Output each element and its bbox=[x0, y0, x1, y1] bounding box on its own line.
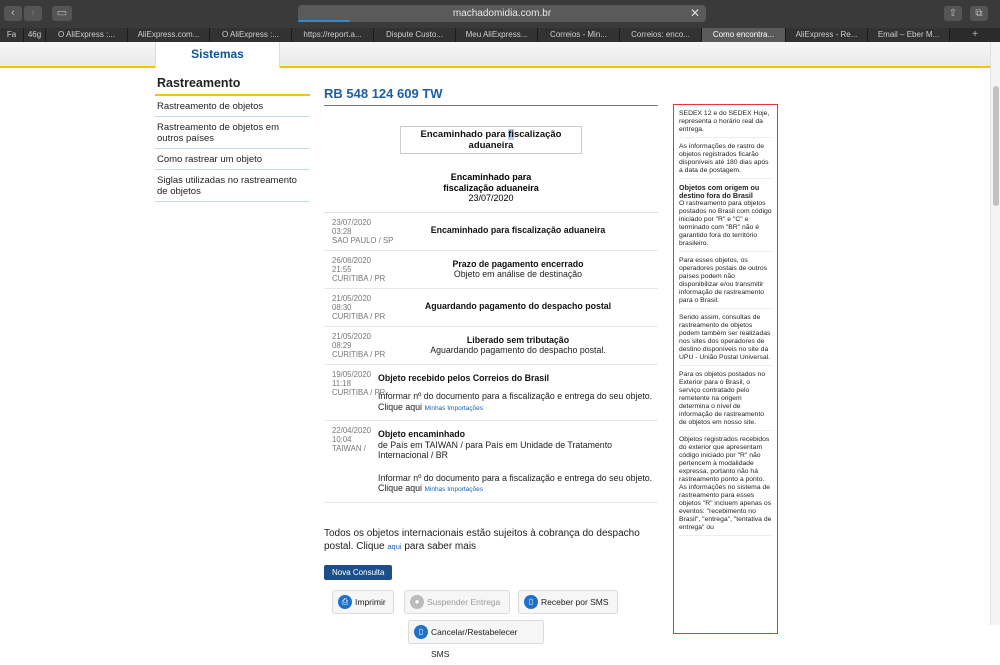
address-bar[interactable] bbox=[298, 5, 706, 22]
print-label: Imprimir bbox=[355, 596, 386, 607]
info-paragraph: As informações de rastro de objetos registrados ficarão disponíveis até 180 dias após a data de postagem. bbox=[679, 143, 772, 179]
event-place: CURITIBA / PR bbox=[332, 273, 386, 283]
back-button[interactable]: ‹ bbox=[4, 6, 22, 21]
new-query-button[interactable]: Nova Consulta bbox=[324, 565, 392, 580]
action-buttons bbox=[324, 590, 658, 659]
tab-strip bbox=[0, 28, 1000, 42]
show-tabs-icon[interactable]: ⧉ bbox=[970, 6, 988, 21]
info-paragraph: Sendo assim, consultas de rastreamento de objetos podem também ser realizadas nos sites dos operadores de destino disponíveis no site da UPU - União Postal Universal. bbox=[679, 314, 772, 366]
event-description bbox=[378, 225, 658, 236]
info-heading: Objetos com origem ou destino fora do Brasil bbox=[679, 183, 760, 200]
sidebar-item-acronyms[interactable]: Siglas utilizadas no rastreamento de objetos bbox=[155, 170, 310, 202]
summary-line2: fiscalização aduaneira bbox=[443, 182, 539, 193]
event-meta bbox=[332, 426, 394, 453]
event-place: CURITIBA / PR bbox=[332, 349, 386, 359]
forward-button[interactable]: › bbox=[24, 6, 42, 21]
event-status: Objeto recebido pelos Correios do Brasil bbox=[378, 372, 550, 383]
my-imports-link[interactable]: Minhas Importações bbox=[424, 404, 483, 412]
tracking-event-row bbox=[324, 421, 658, 503]
browser-tab[interactable]: Email – Eber M... bbox=[868, 28, 950, 42]
site-header-band bbox=[0, 42, 990, 68]
event-description bbox=[378, 335, 658, 356]
notice-link[interactable]: aqui bbox=[387, 541, 402, 551]
tracking-event-row bbox=[324, 213, 658, 251]
browser-tab[interactable]: Dispute Custo... bbox=[374, 28, 456, 42]
browser-tab[interactable]: Fa bbox=[0, 28, 24, 42]
print-button[interactable] bbox=[332, 590, 394, 614]
current-status-box bbox=[400, 126, 582, 154]
event-description bbox=[378, 301, 658, 312]
browser-tab[interactable]: AliExpress.com... bbox=[128, 28, 210, 42]
browser-tab[interactable]: 46g bbox=[24, 28, 46, 42]
browser-tab[interactable]: Meu AliExpress... bbox=[456, 28, 538, 42]
sms-label: Receber por SMS bbox=[541, 596, 609, 607]
info-paragraph: O rastreamento para objetos postados no Brasil com código iniciado por "R" e "C" e terminado com "BR" não é garantido fora do território brasileiro. bbox=[679, 200, 772, 252]
current-status-text-post: scalização aduaneira bbox=[468, 129, 562, 151]
phone-icon: ▯ bbox=[414, 625, 428, 639]
info-paragraph: Para esses objetos, os operadores postais de outros países podem não disponibilizar e/ou transmitir informação de rastreamento para o Brasil. bbox=[679, 257, 772, 309]
address-url: machadomidia.com.br bbox=[452, 8, 552, 19]
info-panel bbox=[673, 104, 778, 634]
sidebar-title: Rastreamento bbox=[155, 74, 310, 96]
event-date: 21/05/2020 bbox=[332, 331, 372, 341]
tracking-main bbox=[324, 86, 658, 659]
browser-tab[interactable]: Correios: enco... bbox=[620, 28, 702, 42]
event-meta bbox=[332, 294, 394, 321]
browser-tab[interactable]: https://report.a... bbox=[292, 28, 374, 42]
my-imports-link[interactable]: Minhas Importações bbox=[424, 486, 483, 493]
cancel-sms-label: Cancelar/Restabelecer SMS bbox=[431, 626, 518, 659]
event-status: Objeto encaminhado bbox=[378, 429, 466, 439]
cancel-sms-button[interactable] bbox=[408, 620, 544, 659]
customs-notice bbox=[324, 527, 654, 553]
sidebar-item-how-to-track[interactable]: Como rastrear um objeto bbox=[155, 149, 310, 170]
new-tab-button[interactable]: + bbox=[972, 29, 978, 40]
phone-icon: ▯ bbox=[524, 595, 538, 609]
event-place: CURITIBA / PR bbox=[332, 387, 386, 397]
loading-progress bbox=[298, 20, 350, 22]
info-paragraph: SEDEX 12 e do SEDEX Hoje, representa o horário real da entrega. bbox=[679, 110, 772, 138]
browser-tab[interactable]: O AliExpress :... bbox=[46, 28, 128, 42]
status-summary bbox=[324, 172, 658, 204]
browser-tab[interactable]: Como encontra... bbox=[702, 28, 786, 42]
event-detail: de País em TAIWAN / para País em Unidade de Tratamento Internacional / BR bbox=[378, 439, 613, 460]
event-description bbox=[378, 429, 658, 496]
tracking-event-row bbox=[324, 327, 658, 365]
event-detail: Aguardando pagamento do despacho postal. bbox=[430, 345, 606, 355]
info-paragraph: Para os objetos postados no Exterior para o Brasil, o serviço contratado pelo remetente na origem determina o nível de informação de rastreamento de objetos em nosso site. bbox=[679, 371, 772, 431]
event-detail: Objeto em análise de destinação bbox=[453, 269, 583, 279]
tracking-events bbox=[324, 212, 658, 503]
event-date: 19/05/2020 bbox=[332, 369, 372, 379]
notice-text-end: para saber mais bbox=[404, 540, 477, 552]
event-time: 21:55 bbox=[332, 264, 352, 274]
systems-tab[interactable]: Sistemas bbox=[155, 42, 280, 68]
event-meta bbox=[332, 370, 394, 397]
browser-tab[interactable]: O AliExpress :... bbox=[210, 28, 292, 42]
event-place: SAO PAULO / SP bbox=[332, 235, 394, 245]
event-place: CURITIBA / PR bbox=[332, 311, 386, 321]
browser-tab[interactable]: AliExpress - Re... bbox=[786, 28, 868, 42]
event-status: Aguardando pagamento do despacho postal bbox=[424, 300, 612, 311]
sidebar-item-track-objects[interactable]: Rastreamento de objetos bbox=[155, 96, 310, 117]
browser-toolbar bbox=[0, 0, 1000, 28]
event-date: 22/04/2020 bbox=[332, 426, 372, 435]
event-date: 21/05/2020 bbox=[332, 293, 372, 303]
event-status: Prazo de pagamento encerrado bbox=[452, 258, 584, 269]
tracking-event-row bbox=[324, 289, 658, 327]
event-meta bbox=[332, 256, 394, 283]
stop-loading-icon[interactable]: ✕ bbox=[689, 6, 700, 20]
event-date: 23/07/2020 bbox=[332, 217, 372, 227]
event-click-here: Clique aqui bbox=[378, 401, 423, 412]
event-extra: Informar nº do documento para a fiscalização e entrega do seu objeto. bbox=[378, 472, 653, 483]
info-paragraph: Objetos registrados recebidos do exterior que apresentam código iniciado por "R" não pertencem à modalidade expressa, portanto não há rastreamento ponto a ponto. As informações no sistema de rastreamento para esses objetos "R" incluem apenas os eventos: "recebimento no Brasil", "entrega", "tentativa de entrega" ou bbox=[679, 436, 772, 536]
summary-line1: Encaminhado para bbox=[450, 172, 532, 182]
event-time: 03:28 bbox=[332, 226, 352, 236]
event-description bbox=[378, 373, 658, 415]
receive-sms-button[interactable] bbox=[518, 590, 618, 614]
browser-tab[interactable]: Correios - Min... bbox=[538, 28, 620, 42]
event-status: Liberado sem tributação bbox=[466, 334, 570, 345]
event-time: 11:18 bbox=[332, 378, 351, 388]
suspend-icon: ● bbox=[410, 595, 424, 609]
left-navigation bbox=[155, 74, 310, 202]
event-place: TAIWAN / bbox=[332, 444, 366, 453]
scrollbar-thumb[interactable] bbox=[993, 86, 999, 206]
event-meta bbox=[332, 218, 394, 245]
event-click-here: Clique aqui bbox=[378, 483, 423, 493]
event-meta bbox=[332, 332, 394, 359]
event-description bbox=[378, 259, 658, 280]
web-page bbox=[0, 42, 990, 659]
share-icon[interactable]: ⇧ bbox=[944, 6, 962, 21]
notice-text: Todos os objetos internacionais estão sujeitos à cobrança do despacho postal. Clique bbox=[324, 527, 640, 552]
printer-icon: ⎙ bbox=[338, 595, 352, 609]
event-time: 08:29 bbox=[332, 340, 352, 350]
event-time: 08:30 bbox=[332, 302, 352, 312]
summary-date: 23/07/2020 bbox=[468, 193, 514, 203]
event-extra: Informar nº do documento para a fiscalização e entrega do seu objeto. bbox=[378, 391, 653, 401]
tracking-code: RB 548 124 609 TW bbox=[324, 86, 658, 106]
tracking-event-row bbox=[324, 251, 658, 289]
event-date: 26/06/2020 bbox=[332, 255, 372, 265]
sidebar-item-track-other-countries[interactable]: Rastreamento de objetos em outros países bbox=[155, 117, 310, 149]
current-status-text-selected: fi bbox=[508, 129, 514, 140]
tracking-event-row bbox=[324, 365, 658, 422]
event-status: Encaminhado para fiscalização aduaneira bbox=[430, 224, 606, 235]
suspend-label: Suspender Entrega bbox=[427, 596, 501, 607]
suspend-delivery-button[interactable] bbox=[404, 590, 510, 614]
page-scrollbar[interactable] bbox=[990, 42, 1000, 625]
sidebar-toggle-icon[interactable]: ▭ bbox=[52, 6, 72, 21]
event-time: 10:04 bbox=[332, 435, 352, 444]
current-status-text-pre: Encaminhado para bbox=[420, 129, 509, 140]
